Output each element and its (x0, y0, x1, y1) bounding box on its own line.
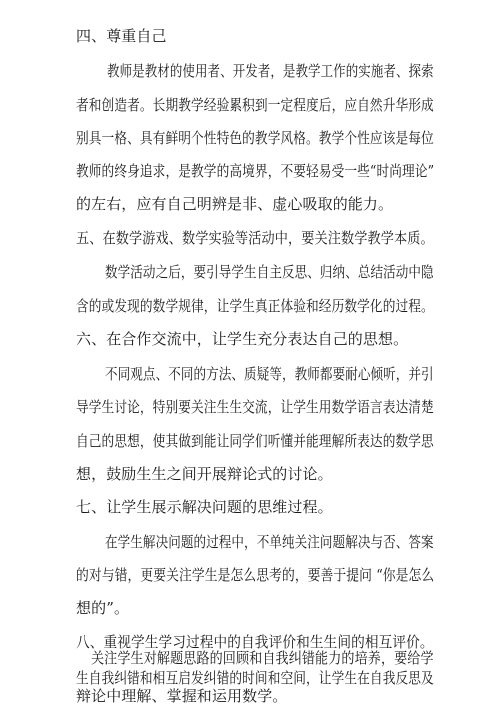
section-heading-4: 四、尊重自己 (76, 27, 167, 45)
paragraph-line: 自己的思想，使其做到能让同学们听懂并能理解所表达的数学思 (76, 432, 434, 450)
paragraph-line: 的对与错，更要关注学生是怎么思考的，要善于提问 “你是怎么 (76, 566, 435, 584)
paragraph-line: 数学活动之后，要引导学生自主反思、归纳、总结活动中隐 (105, 263, 434, 281)
paragraph-line: 别具一格、具有鲜明个性特色的教学风格。教学个性应该是每位 (76, 129, 434, 147)
section-heading-7: 七、让学生展示解决问题的思维过程。 (76, 498, 333, 516)
paragraph-line: 想的”。 (76, 599, 130, 617)
paragraph-line: 者和创造者。长期教学经验累积到一定程度后，应自然升华形成 (76, 96, 434, 114)
paragraph-line: 的左右，应有自己明辨是非、虚心吸取的能力。 (76, 195, 394, 213)
section-heading-6: 六、在合作交流中，让学生充分表达自己的思想。 (76, 330, 409, 348)
section-heading-8: 八、重视学生学习过程中的自我评价和生生间的相互评价。 (76, 633, 434, 651)
paragraph-line: 教师是教材的使用者、开发者，是教学工作的实施者、探索 (107, 62, 434, 80)
paragraph-line: 含的或发现的数学规律，让学生真正体验和经历数学化的过程。 (76, 297, 434, 315)
section-heading-5: 五、在数学游戏、数学实验等活动中，要关注数学教学本质。 (76, 229, 434, 247)
paragraph-line: 想，鼓励生生之间开展辩论式的讨论。 (76, 465, 333, 483)
paragraph-line: 导学生讨论，特别要关注生生交流，让学生用数学语言表达清楚 (76, 398, 434, 416)
paragraph-line: 教师的终身追求，是教学的高境界，不要轻易受一些“时尚理论” (76, 162, 435, 180)
paragraph-line: 不同观点、不同的方法、质疑等，教师都要耐心倾听，并引 (105, 365, 434, 383)
paragraph-line: 在学生解决问题的过程中，不单纯关注问题解决与否、答案 (105, 533, 434, 551)
paragraph-line: 生自我纠错和相互启发纠错的时间和空间，让学生在自我反思及 (76, 669, 434, 687)
paragraph-line: 辩论中理解、掌握和运用数学。 (76, 687, 288, 705)
paragraph-line: 关注学生对解题思路的回顾和自我纠错能力的培养，要给学 (91, 649, 434, 667)
